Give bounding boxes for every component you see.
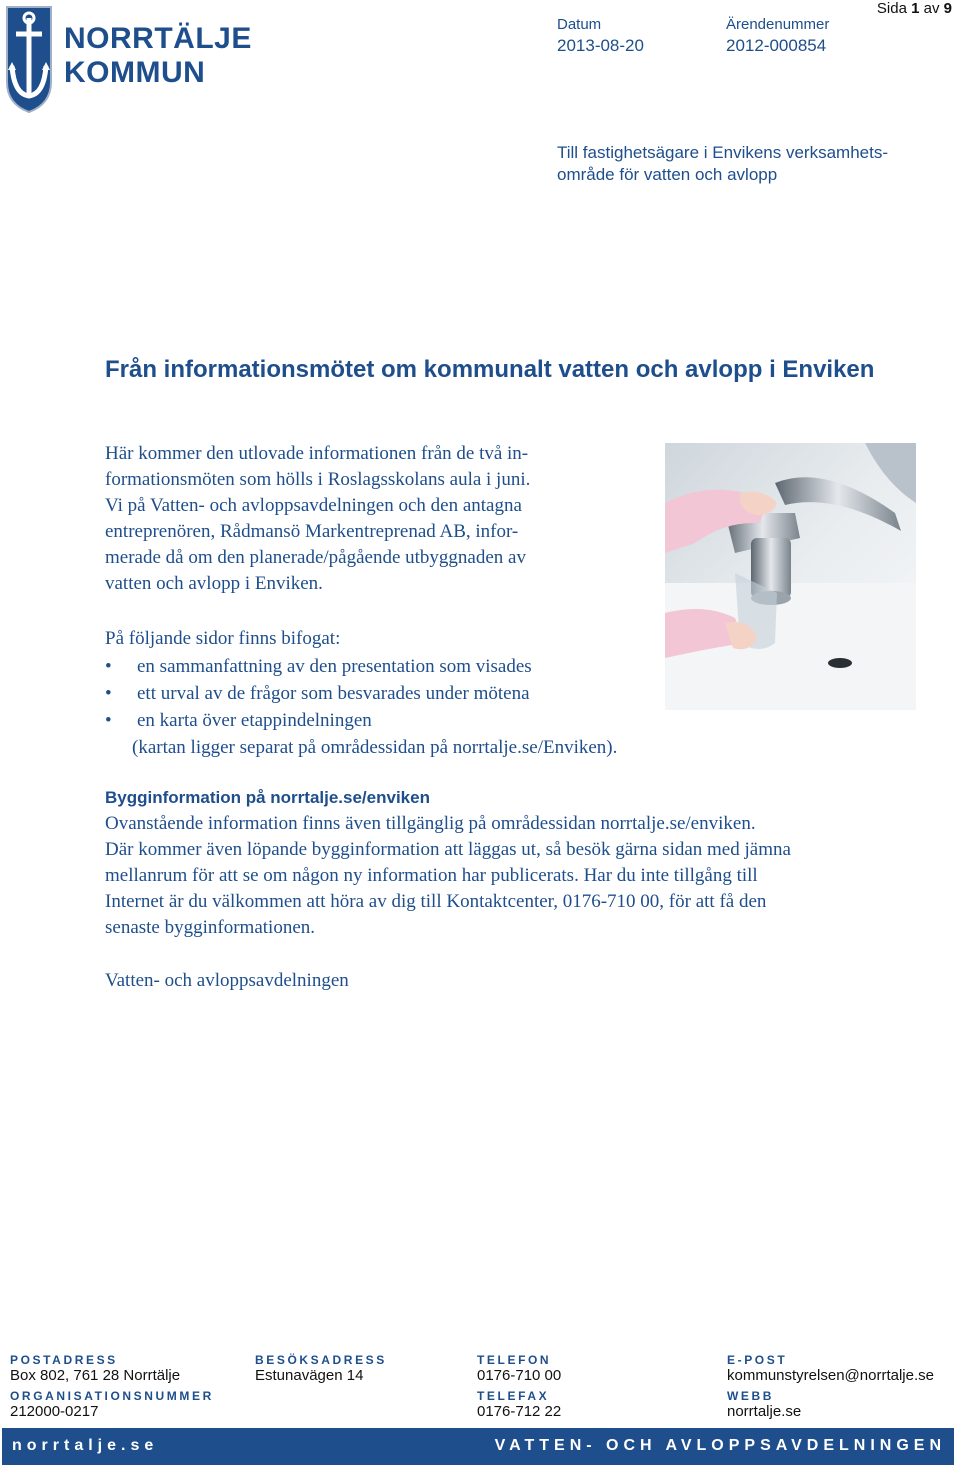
intro-line: merade då om den planerade/pågående utbyggnaden av (105, 547, 526, 568)
logo-line-1: NORRTÄLJE (64, 22, 252, 55)
web-label: WEBB (727, 1389, 775, 1403)
bullet-icon: • (105, 683, 112, 704)
building-info-paragraph (105, 811, 940, 941)
building-info-line: mellanrum för att se om någon ny information har publicerats. Har du inte tillgång till (105, 865, 758, 886)
intro-line: formationsmöten som hölls i Roslagsskolans aula i juni. (105, 469, 531, 490)
building-info-line: senaste bygginformationen. (105, 917, 316, 938)
case-number-value: 2012-000854 (726, 36, 827, 55)
footer-department: VATTEN- OCH AVLOPPSAVDELNINGEN (494, 1437, 946, 1454)
attachments-note: (kartan ligger separat på områdessidan på norrtalje.se/Enviken). (132, 737, 618, 758)
page-current: 1 (911, 0, 920, 17)
date-label: Datum (557, 16, 602, 33)
list-item (105, 708, 372, 734)
building-info-heading: Bygginformation på norrtalje.se/enviken (105, 788, 430, 807)
date-value: 2013-08-20 (557, 36, 644, 55)
list-item-text: en sammanfattning av den presentation som visades (137, 656, 532, 677)
fax-label: TELEFAX (477, 1389, 550, 1403)
page-total: 9 (943, 0, 952, 17)
intro-line: vatten och avlopp i Enviken. (105, 573, 323, 594)
email-label: E-POST (727, 1353, 788, 1367)
recipient-line: område för vatten och avlopp (557, 165, 778, 184)
visit-address-label: BESÖKSADRESS (255, 1353, 387, 1367)
document-heading: Från informationsmötet om kommunalt vatten och avlopp i Enviken (105, 356, 875, 383)
municipality-logo-text (64, 22, 252, 90)
page-indicator (877, 0, 952, 17)
postal-address-label: POSTADRESS (10, 1353, 118, 1367)
org-number-label: ORGANISATIONSNUMMER (10, 1389, 214, 1403)
list-item (105, 654, 532, 680)
footer-website: norrtalje.se (12, 1437, 159, 1454)
intro-line: entreprenören, Rådmansö Markentreprenad AB, infor- (105, 521, 519, 542)
municipality-coat-of-arms-icon (4, 4, 54, 114)
building-info-line: Där kommer även löpande bygginformation att läggas ut, så besök gärna sidan med jämna (105, 839, 791, 860)
phone-value: 0176-710 00 (477, 1367, 562, 1384)
faucet-photo (665, 443, 916, 710)
signature: Vatten- och avloppsavdelningen (105, 970, 349, 991)
intro-line: Vi på Vatten- och avloppsavdelningen och den antagna (105, 495, 522, 516)
visit-address-value: Estunavägen 14 (255, 1367, 364, 1384)
list-item (105, 681, 530, 707)
page-separator: av (923, 0, 940, 17)
logo-line-2: KOMMUN (64, 56, 206, 89)
bullet-icon: • (105, 656, 112, 677)
intro-line: Här kommer den utlovade informationen från de två in- (105, 443, 529, 464)
intro-paragraph (105, 441, 645, 597)
postal-address-value: Box 802, 761 28 Norrtälje (10, 1367, 181, 1384)
case-number-label: Ärendenummer (726, 16, 830, 33)
web-value: norrtalje.se (727, 1403, 802, 1420)
recipient-block (557, 142, 937, 186)
email-value: kommunstyrelsen@norrtalje.se (727, 1367, 934, 1384)
list-item-text: en karta över etappindelningen (137, 710, 372, 731)
phone-label: TELEFON (477, 1353, 552, 1367)
building-info-line: Internet är du välkommen att höra av dig till Kontaktcenter, 0176-710 00, för att få den (105, 891, 767, 912)
recipient-line: Till fastighetsägare i Envikens verksamhets- (557, 143, 889, 162)
fax-value: 0176-712 22 (477, 1403, 562, 1420)
building-info-line: Ovanstående information finns även tillgänglig på områdessidan norrtalje.se/enviken. (105, 813, 756, 834)
attachments-intro: På följande sidor finns bifogat: (105, 628, 341, 649)
bullet-icon: • (105, 710, 112, 731)
page-prefix: Sida (876, 0, 907, 17)
list-item-text: ett urval av de frågor som besvarades under mötena (137, 683, 530, 704)
org-number-value: 212000-0217 (10, 1403, 99, 1420)
